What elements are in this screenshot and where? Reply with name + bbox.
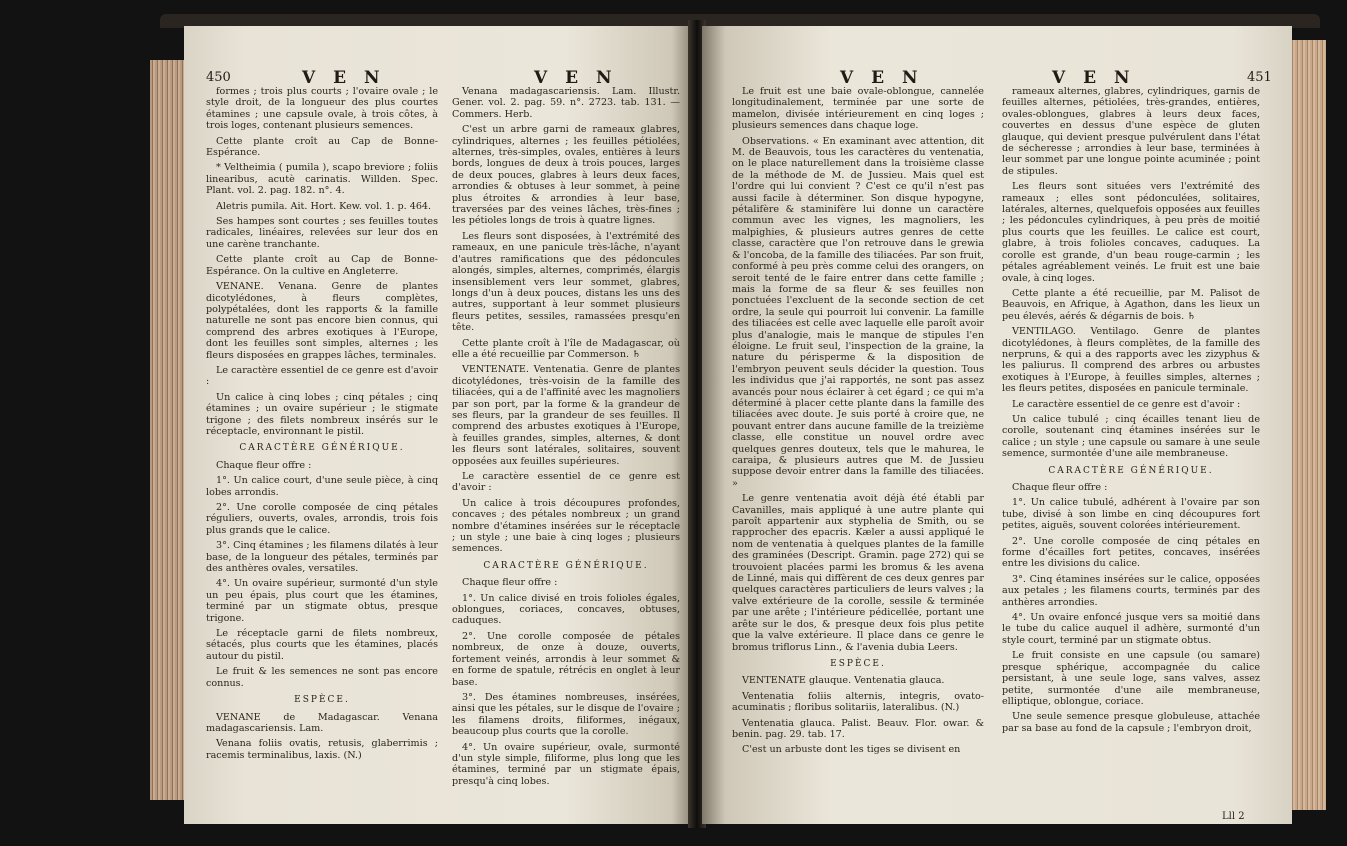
paragraph: 3°. Des étamines nombreuses, insérées, ainsi que les pétales, sur le disque de l'ovaire ; les filamens droits, filiformes, inégaux, beaucoup plus courts que la corolle. [452,691,680,738]
right-page-column-1 [732,86,984,760]
right-page-column-2 [1002,86,1260,738]
paragraph: Cette plante a été recueillie, par M. Palisot de Beauvois, en Afrique, à Agathon, dans les lieux un peu élevés, aérés & dégarnis de bois. ♄ [1002,287,1260,322]
paragraph: Un calice à trois découpures profondes, concaves ; des pétales nombreux ; un grand nombre d'étamines insérées sur le réceptacle ; un style ; une baie à cinq loges ; plusieurs semences. [452,497,680,555]
paragraph: 4°. Un ovaire supérieur, surmonté d'un style un peu épais, plus court que les étamines, terminé par un stigmate obtus, presque trigone. [206,578,438,624]
left-page [184,26,692,824]
paragraph: 2°. Une corolle composée de cinq pétales en forme d'écailles fort petites, concaves, insérées entre les divisions du calice. [1002,535,1260,570]
paragraph: Chaque fleur offre : [1012,482,1108,493]
paragraph: VENTENATE glauque. Ventenatia glauca. [742,675,945,687]
paragraph: Ses hampes sont courtes ; ses feuilles toutes radicales, linéaires, relevées sur leur dos en une carène tranchante. [206,216,438,250]
paragraph: Chaque fleur offre : [462,577,558,589]
signature-mark: Lll 2 [1222,811,1245,822]
page-number-right: 451 [1247,70,1272,85]
paragraph: Le genre ventenatia avoit déjà été établi par Cavanilles, mais appliqué à une autre plante qui paroît appartenir aux styphelia de Smith, ou se rapprocher des epacris. Kæler a aussi appliqué le nom de ventenatia à quelques plantes de la famille des graminées (Descript. Gramin. page 272) qui se trouvoient placées parmi les bromus & les avena de Linné, mais qui diffèrent de ces deux genres par quelques caractères particuliers de leurs valves ; la valve extérieure de la corolle, sessile & terminée par une arête ; l'intérieure pédicellée, portant une arête sur le dos, & presque deux fois plus petite que la valve extérieure. Il place dans ce genre le bromus triflorus Linn., & l'avenia dubia Leers. [732,493,984,653]
paragraph: Le caractère essentiel de ce genre est d'avoir : [452,471,680,494]
paragraph: Aletris pumila. Ait. Hort. Kew. vol. 1. p. 464. [216,200,432,212]
paragraph: 1°. Un calice tubulé, adhérent à l'ovaire par son tube, divisé à son limbe en cinq découpures fort petites, aiguës, souvent colorées intérieurement. [1002,497,1260,532]
paragraph: Le fruit consiste en une capsule (ou samare) presque sphérique, accompagnée du calice persistant, à une seule loge, sans valves, assez petite, surmontée d'une aile membraneuse, elliptique, oblongue, coriace. [1002,650,1260,707]
paragraph: 2°. Une corolle composée de cinq pétales réguliers, ouverts, ovales, arrondis, trois fois plus grands que le calice. [206,502,438,536]
section-heading: CARACTÈRE GÉNÉRIQUE. [239,443,405,454]
paragraph: Le caractère essentiel de ce genre est d'avoir : [1012,398,1241,410]
paragraph: Le fruit & les semences ne sont pas encore connus. [206,666,438,689]
paragraph: VENANE. Venana. Genre de plantes dicotylédones, à fleurs complètes, polypétalées, dont les rapports & la famille naturelle ne sont pas encore bien connus, qui comprend des arbres exotiques à l'Europe, dont les feuilles sont simples, alternes ; les fleurs disposées en grappes lâches, terminales. [206,281,438,361]
paragraph: rameaux alternes, glabres, cylindriques, garnis de feuilles alternes, pétiolées, très-grandes, entières, ovales-oblongues, glabres à leurs deux faces, couvertes en dessus d'une espèce de gluten glauque, qui devient presque pulvérulent dans l'état de sécheresse ; arrondies à leur base, terminées à leur sommet par une longue pointe acuminée ; point de stipules. [1002,86,1260,177]
paragraph: Les fleurs sont situées vers l'extrémité des rameaux ; elles sont pédonculées, solitaires, latérales, alternes, quelquefois opposées aux feuilles ; les pédoncules cylindriques, à peu près de moitié plus courts que les feuilles. Le calice est court, glabre, à trois folioles concaves, caduques. La corolle est grande, d'un beau rouge-carmin ; les pétales agréablement veinés. Le fruit est une baie ovale, à cinq loges. [1002,181,1260,284]
running-head-right-1: V E N [840,68,924,88]
paragraph: Le réceptacle garni de filets nombreux, sétacés, plus courts que les étamines, placés autour du pistil. [206,628,438,662]
paragraph: Observations. « En examinant avec attention, dit M. de Beauvois, tous les caractères du ventenatia, on le place naturellement dans la troisième classe de la méthode de M. de Jussieu. Mais quel est l'ordre qui lui convient ? C'est ce qu'il n'est pas aussi facile à déterminer. Son disque hypogyne, pétalifère & staminifère lui donne un caractère commun avec les vignes, les magnoliers, les malpighies, & plusieurs autres genres de cette classe, caractère que l'on retrouve dans le grewia & l'oncoba, de la famille des tiliacées. Par son fruit, conformé à peu près comme celui des orangers, on seroit tenté de le faire entrer dans cette famille ; mais la forme de sa fleur & ses feuilles non ponctuées l'excluent de la seconde section de cet ordre, la seule qui pourroit lui convenir. La famille des tiliacées est celle avec laquelle elle paroît avoir plus d'analogie, mais le manque de stipules l'en éloigne. Le fruit seul, l'inspection de la graine, la nature du périsperme & la disposition de l'embryon peuvent seuls décider la question. Tous les individus que j'ai rapportés, ne sont pas assez avancés pour nous éclairer à cet égard ; ce qui m'a déterminé à placer cette plante dans la famille des tiliacées avec doute. Je suis porté à croire que, ne pouvant entrer dans aucune famille de la treizième classe, elle constitue un nouvel ordre avec quelques genres douteux, tels que le mahurea, le caraipa, & plusieurs autres que M. de Jussieu suppose devoir entrer dans la famille des tiliacées. » [732,135,984,489]
paragraph: C'est un arbre garni de rameaux glabres, cylindriques, alternes ; les feuilles pétiolées, alternes, très-simples, ovales, entières à leurs bords, longues de deux à trois pouces, larges de deux pouces, glabres à leurs deux faces, arrondies & obtuses à leur sommet, à peine plus étroites & arrondies à leur base, traversées par des veines lâches, très-fines ; les pétioles longs de trois à quatre lignes. [452,124,680,227]
paragraph: Ventenatia foliis alternis, integris, ovato-acuminatis ; floribus solitariis, lateralibus. (N.) [732,690,984,714]
paragraph: Chaque fleur offre : [216,459,312,471]
left-page-edges [150,60,184,800]
paragraph: Cette plante croît au Cap de Bonne-Espérance. On la cultive en Angleterre. [206,254,438,277]
paragraph: Une seule semence presque globuleuse, attachée par sa base au fond de la capsule ; l'embryon droit, [1002,711,1260,734]
paragraph: Un calice à cinq lobes ; cinq pétales ; cinq étamines ; un ovaire supérieur ; le stigmate trigone ; des filets nombreux insérés sur le réceptacle, environnant le pistil. [206,391,438,437]
paragraph: Venana foliis ovatis, retusis, glaberrimis ; racemis terminalibus, laxis. (N.) [206,738,438,761]
left-page-column-2 [452,86,680,791]
paragraph: 4°. Un ovaire enfoncé jusque vers sa moitié dans le tube du calice auquel il adhère, surmonté d'un style court, terminé par un stigmate obtus. [1002,612,1260,646]
paragraph: VENTENATE. Ventenatia. Genre de plantes dicotylédones, très-voisin de la famille des tiliacées, qui a de l'affinité avec les magnoliers par son port, par la forme & la grandeur de ses fleurs, par la grandeur de ses feuilles. Il comprend des arbustes exotiques à l'Europe, à feuilles grandes, simples, alternes, & dont les fleurs sont latérales, solitaires, souvent opposées aux feuilles supérieures. [452,364,680,467]
paragraph: Cette plante croît au Cap de Bonne-Espérance. [206,135,438,159]
paragraph: 4°. Un ovaire supérieur, ovale, surmonté d'un style simple, filiforme, plus long que les étamines, terminé par un stigmate épais, presqu'à cinq lobes. [452,741,680,787]
paragraph: formes ; trois plus courts ; l'ovaire ovale ; le style droit, de la longueur des plus courtes étamines ; une capsule ovale, à trois côtes, à trois loges, contenant plusieurs semences. [206,86,438,132]
running-head-left-2: V E N [534,68,618,88]
paragraph: Le caractère essentiel de ce genre est d'avoir : [206,364,438,388]
paragraph: 3°. Cinq étamines ; les filamens dilatés à leur base, de la longueur des pétales, terminés par des anthères ovales, versatiles. [206,540,438,575]
paragraph: Ventenatia glauca. Palist. Beauv. Flor. owar. & benin. pag. 29. tab. 17. [732,717,984,740]
section-heading: ESPÈCE. [830,658,886,669]
paragraph: Le fruit est une baie ovale-oblongue, cannelée longitudinalement, terminée par une sorte de mamelon, divisée intérieurement en cinq loges ; plusieurs semences dans chaque loge. [732,86,984,132]
paragraph: 1°. Un calice divisé en trois folioles égales, oblongues, coriaces, concaves, obtuses, caduques. [452,592,680,627]
right-page [702,26,1292,824]
paragraph: VENTILAGO. Ventilago. Genre de plantes dicotylédones, à fleurs complètes, de la famille des nerpruns, & qui a des rapports avec les zizyphus & les paliurus. Il comprend des arbres ou arbustes exotiques à l'Europe, à feuilles simples, alternes ; les fleurs petites, disposées en panicule terminale. [1002,326,1260,395]
paragraph: Cette plante croît à l'île de Madagascar, où elle a été recueillie par Commerson. ♄ [452,337,680,360]
left-page-column-1 [206,86,438,765]
section-heading: ESPÈCE. [294,695,350,706]
section-heading: CARACTÈRE GÉNÉRIQUE. [483,560,649,571]
right-page-edges [1290,40,1326,810]
running-head-left-1: V E N [302,68,386,88]
paragraph: VENANE de Madagascar. Venana madagascariensis. Lam. [206,711,438,734]
paragraph: Les fleurs sont disposées, à l'extrémité des rameaux, en une panicule très-lâche, n'ayant d'autres ramifications que des pédoncules alongés, simples, alternes, comprimés, élargis insensiblement vers leur sommet, glabres, longs d'un à deux pouces, distans les uns des autres, supportant à leur sommet plusieurs fleurs petites, sessiles, ramassées presqu'en tête. [452,230,680,334]
page-number-left: 450 [206,70,231,85]
paragraph: Venana madagascariensis. Lam. Illustr. Gener. vol. 2. pag. 59. n°. 2723. tab. 131. — Commers. Herb. [452,86,680,120]
paragraph: Un calice tubulé ; cinq écailles tenant lieu de corolle, soutenant cinq étamines insérées sur le calice ; un style ; une capsule ou samare à une seule semence, surmontée d'une aile membraneuse. [1002,413,1260,460]
paragraph: C'est un arbuste dont les tiges se divisent en [742,744,961,756]
paragraph: 2°. Une corolle composée de pétales nombreux, de onze à douze, ouverts, fortement veinés, arrondis à leur sommet & en forme de spatule, rétrécis en onglet à leur base. [452,630,680,688]
paragraph: * Veltheimia ( pumila ), scapo breviore ; foliis linearibus, acutè carinatis. Willden. Spec. Plant. vol. 2. pag. 182. n°. 4. [206,162,438,197]
paragraph: 3°. Cinq étamines insérées sur le calice, opposées aux petales ; les filamens courts, terminés par des anthères arrondies. [1002,573,1260,608]
paragraph: 1°. Un calice court, d'une seule pièce, à cinq lobes arrondis. [206,475,438,498]
section-heading: CARACTÈRE GÉNÉRIQUE. [1048,465,1214,476]
running-head-right-2: V E N [1052,68,1136,88]
